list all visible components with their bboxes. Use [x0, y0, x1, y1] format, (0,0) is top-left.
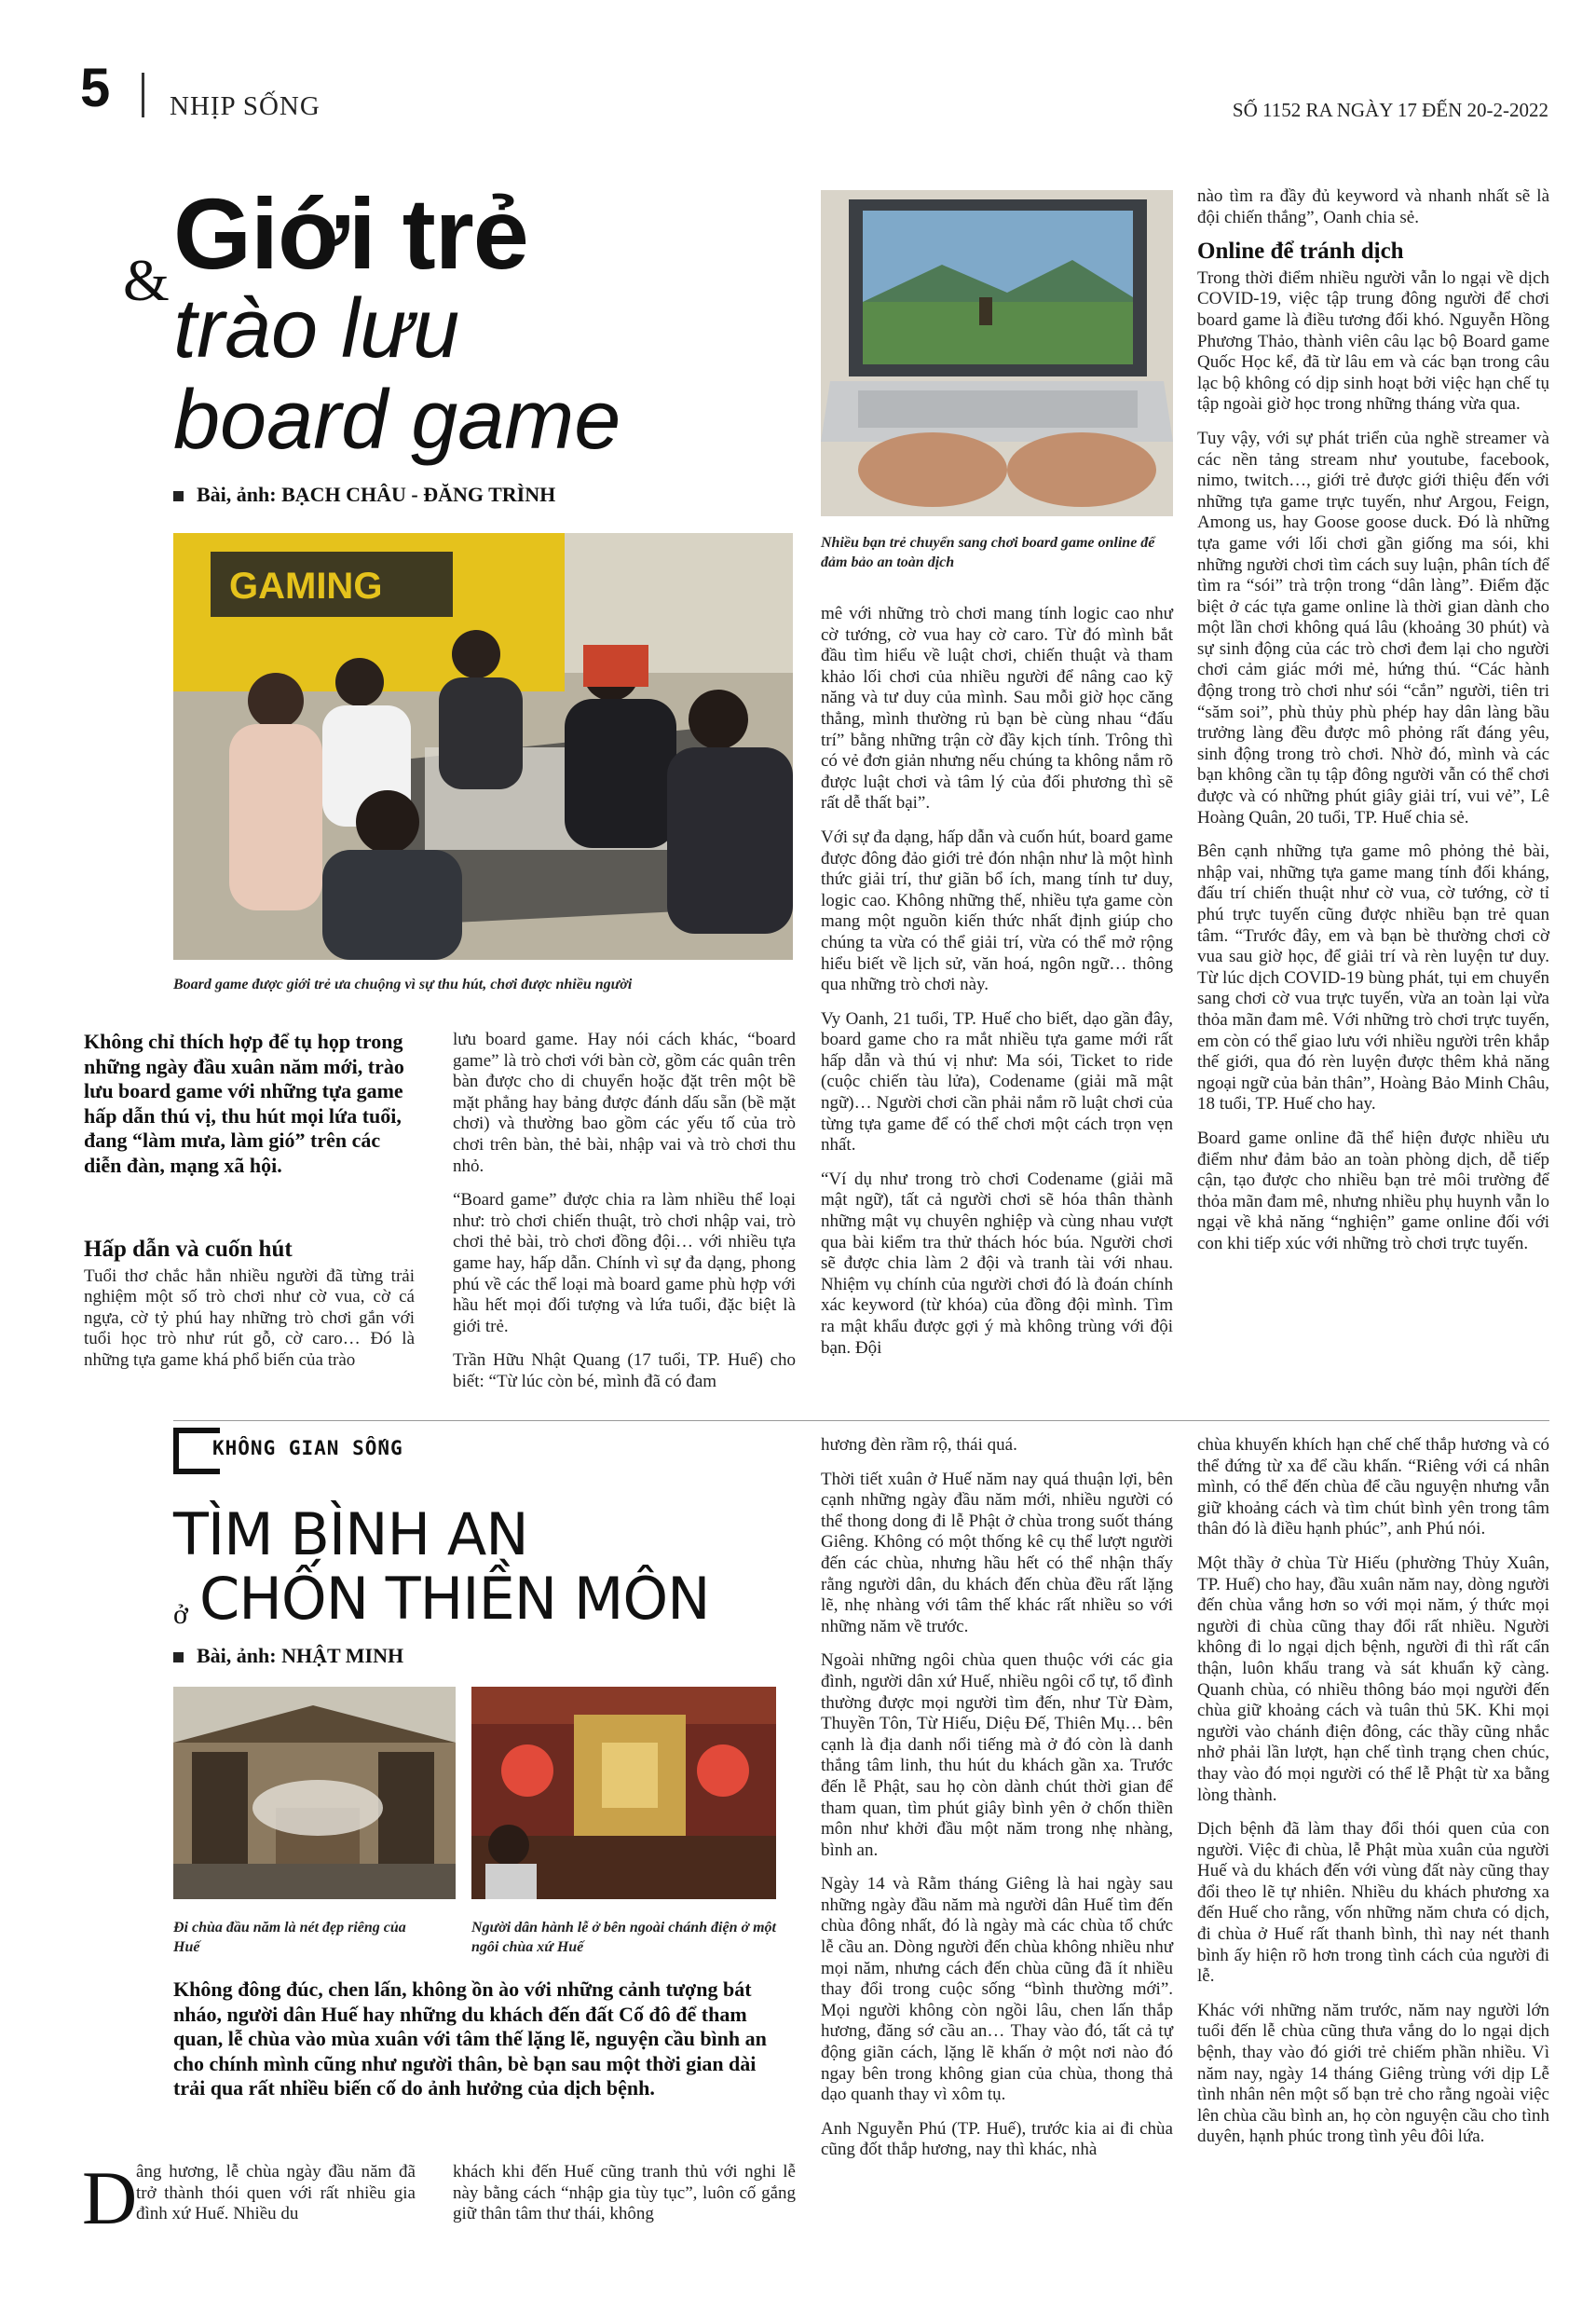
- article2-title-small: ở: [173, 1599, 188, 1630]
- temple-incense-photo-illustration: [173, 1687, 456, 1899]
- side-photo: [821, 190, 1173, 516]
- article2-paragraph: Một thầy ở chùa Từ Hiếu (phường Thủy Xuân, TP. Huế) cho hay, đầu xuân năm nay, dòng người đến chùa vắng hơn so với mọi năm, ý thức mọi người đi chùa cũng thay đổi rất nhiều. Người không đi lo ngại dịch bệnh, người đi thì rất cẩn thận, luôn khẩu trang và sát khuẩn kỹ càng. Quanh chùa, có nhiều thông báo mọi người đến chùa giữ khoảng cách và tuân thủ 5K. Khi mọi người vào chánh điện đông, các thầy cũng nhắc nhở phải lần lượt, hạn chế tình trạng chen chúc, thay vào đó mọi người có thể lễ Phật từ xa bằng lòng thành.: [1197, 1553, 1549, 1805]
- article2-byline: [173, 1644, 403, 1668]
- laptop-game-photo-illustration: [821, 190, 1173, 516]
- article2-paragraph: Dịch bệnh đã làm thay đổi thói quen của con người. Việc đi chùa, lễ Phật mùa xuân của người Huế và du khách đến với vùng đất này cũng thay đổi theo lẽ tự nhiên. Nhiều du khách phương xa đến Huế cho rằng, vốn những năm chưa có dịch, đi chùa ở Huế rất thanh bình, thì nay nét thanh bình ấy hiện rõ hơn trong tình cách của người đi lễ.: [1197, 1819, 1549, 1987]
- article2-title-line2: CHỐN THIỀN MÔN: [199, 1565, 710, 1633]
- article2-paragraph: Thời tiết xuân ở Huế năm nay quá thuận lợi, bên cạnh những ngày đầu năm mới, nhiều người có thể thong dong đi lễ Phật ở chùa trong suốt tháng Giêng. Không có một thống kê cụ thể lượt người đến các chùa, nhưng hầu hết có thể nhận thấy rằng người dân, du khách đến chùa đều rất lặng lẽ, nhẹ nhàng với tâm thế khác rất nhiều so với những năm về trước.: [821, 1469, 1173, 1636]
- article1-paragraph: mê với những trò chơi mang tính logic cao như cờ tướng, cờ vua hay cờ caro. Từ đó mình bắt đầu tìm hiểu về luật chơi, chiến thuật và tham khảo lối chơi của nhiều người để nâng cao kỹ năng và tư duy của mình. Sau mỗi giờ học căng thẳng, mình thường rủ bạn bè cùng nhau “đấu trí” bằng những trận cờ đầy kịch tính. Trông thì có vẻ đơn giản nhưng nếu chúng ta không nắm rõ được luật chơi và tâm lý của đối phương thì sẽ rất dễ thất bại”.: [821, 604, 1173, 814]
- article2-paragraph: khách khi đến Huế cũng tranh thủ với nghi lễ này bằng cách “nhập gia tùy tục”, luôn cố gắng giữ thân tâm thư thái, không: [453, 2162, 796, 2224]
- article1-byline: [173, 483, 555, 507]
- byline-bullet-icon: [173, 491, 184, 501]
- article1-paragraph: “Ví dụ như trong trò chơi Codename (giải mã mật ngữ), tất cả người chơi sẽ hóa thân thành những mật vụ chuyên nghiệp và cùng nhau vượt qua bài kiểm tra thử thách hóc búa. Người chơi sẽ được chia làm 2 đội và tranh tài với nhau. Nhiệm vụ chính của người chơi đó là đoán chính xác keyword (từ khóa) của đồng đội mình. Tìm ra mật khẩu được gợi ý mà không trùng với đội bạn. Đội: [821, 1169, 1173, 1358]
- article1-paragraph: Trong thời điểm nhiều người vẫn lo ngại về dịch COVID-19, việc tập trung đông người để chơi board game là điều tương đối khó. Nguyễn Hồng Phương Thảo, thành viên câu lạc bộ Board game Quốc Học kể, đã từ lâu em và các bạn trong câu lạc bộ không có dịp sinh hoạt bởi việc hạn chế tụ tập ngoài giờ học trong những tháng vừa qua.: [1197, 267, 1549, 415]
- article2-paragraph: âng hương, lễ chùa ngày đầu năm đã trở thành thói quen với rất nhiều gia đình xứ Huế. Nhiều du: [136, 2162, 416, 2224]
- byline-bullet-icon: [173, 1652, 184, 1662]
- article1-paragraph: Tuổi thơ chắc hẳn nhiều người đã từng trải nghiệm một số trò chơi như cờ vua, cờ cá ngựa, cờ tỷ phú hay những trò chơi gắn với tuổi học trò như rút gỗ, cờ caro… Đó là những tựa game khá phổ biến của trào: [84, 1265, 415, 1370]
- article2-paragraph: Khác với những năm trước, năm nay người lớn tuổi đến lễ chùa cũng thưa vắng do lo ngại dịch bệnh, thay vào đó giới trẻ chiếm phần nhiều. Vì năm nay, ngày 14 tháng Giêng trùng với dịp Lễ tình nhân nên một số bạn trẻ cho rằng ngoài việc lên chùa cầu bình an, họ còn nguyện cầu cho tình duyên, hạnh phúc trong tình yêu đôi lứa.: [1197, 2000, 1549, 2147]
- article1-col2: [453, 1030, 796, 1406]
- article2-colA: [136, 2162, 416, 2238]
- article1-title-line3: board game: [173, 374, 621, 467]
- article1-paragraph: Tuy vậy, với sự phát triển của nghề streamer và các nền tảng stream như youtube, facebook, nimo, twitch…, giới trẻ được giới thiệu đến với những tựa game trực tuyến, như Argou, Feign, Among us, hay Goose goose duck. Đó là những tựa game với lối chơi gần giống ma sói, khi những người chơi tìm cách suy luận, phân tích để tìm ra “sói” trà trộn trong “dân làng”. Điểm đặc biệt ở các tựa game online là thời gian dành cho một lần chơi không quá lâu (khoảng 30 phút) và sự sinh động của các trò chơi đem lại cho người chơi cảm giác mới mẻ, hứng thú. “Các hành động trong trò chơi như sói “cắn” người, tiên tri “săm soi”, phù thủy phù phép hay dân làng bầu trưởng làng đều được mô phỏng rất đáng yêu, sinh động trong trò chơi. Nhờ đó, mình và các bạn không cần tụ tập đông người vẫn có thể chơi được và có những phút giây giải trí, vui vẻ”, Lê Hoàng Quân, 20 tuổi, TP. Huế chia sẻ.: [1197, 428, 1549, 828]
- article2-lead: Không đông đúc, chen lấn, không ồn ào với những cảnh tượng bát nháo, người dân Huế hay những du khách đến đất Cố đô để tham quan, lễ chùa vào mùa xuân với tâm thế lặng lẽ, nguyện cầu bình an cho chính mình cũng như người thân, bè bạn sau một thời gian dài trải qua rất nhiều biến cố do ảnh hưởng của dịch bệnh.: [173, 1977, 767, 2100]
- article2-paragraph: hương đèn rầm rộ, thái quá.: [821, 1435, 1017, 1455]
- header-divider: [142, 73, 144, 117]
- article1-col1: [84, 1239, 415, 1385]
- article1-col3: [821, 604, 1173, 1372]
- main-photo: [173, 533, 793, 960]
- article2-paragraph: chùa khuyến khích hạn chế chế thắp hương và có thể đứng từ xa để cầu khấn. “Riêng với cá nhân mình, có thể đến chùa để cầu nguyện nhưng vẫn giữ khoảng cách và tìm chút bình yên trong tâm thân đó là điều hạnh phúc”, anh Phú nói.: [1197, 1435, 1549, 1539]
- article2-colD: [1197, 1435, 1549, 2161]
- article1-paragraph: Với sự đa dạng, hấp dẫn và cuốn hút, board game được đông đảo giới trẻ đón nhận như là một hình thức giải trí, thư giãn bổ ích, mang tính tư duy, logic cao. Không những thế, nhiều tựa game còn mang một nguồn kiến thức nhất định giúp cho chúng ta vừa có thể giải trí, vừa có thể mở rộng hiểu biết về lịch sử, văn hoá, ngôn ngữ… thông qua những trò chơi này.: [821, 827, 1173, 995]
- article1-subhead-2: Online để tránh dịch: [1197, 239, 1404, 265]
- side-photo-caption: Nhiều bạn trẻ chuyển sang chơi board game online để đảm bảo an toàn dịch: [821, 535, 1155, 570]
- byline-text: Bài, ảnh: BẠCH CHÂU - ĐĂNG TRÌNH: [197, 483, 556, 506]
- svg-text:GAMING: GAMING: [229, 566, 383, 607]
- article1-paragraph: Board game online đã thể hiện được nhiều ưu điểm như đảm bảo an toàn phòng dịch, dễ tiếp cận, tạo được cho nhiều bạn trẻ môi trường để thỏa mãn đam mê, nhưng nhiều phụ huynh vẫn lo ngại về khả năng “nghiện” game online đối với con khi tiếp xúc với những trò chơi trực tuyến.: [1197, 1128, 1549, 1253]
- article2-title-line1: TÌM BÌNH AN: [173, 1500, 528, 1568]
- main-photo-caption: Board game được giới trẻ ưa chuộng vì sự thu hút, chơi được nhiều người: [173, 977, 633, 992]
- temple-photo-2-caption: Người dân hành lễ ở bên ngoài chánh điện ở một ngôi chùa xứ Huế: [471, 1920, 776, 1955]
- article2-colC: [821, 1435, 1173, 2174]
- article1-col4: [1197, 186, 1549, 1268]
- section-name: NHỊP SỐNG: [170, 91, 321, 121]
- temple-altar-photo-illustration: [471, 1687, 776, 1899]
- article1-subhead-1: Hấp dẫn và cuốn hút: [84, 1237, 293, 1262]
- article1-paragraph: Trần Hữu Nhật Quang (17 tuổi, TP. Huế) cho biết: “Từ lúc còn bé, mình đã có đam: [453, 1350, 796, 1391]
- board-game-photo-illustration: [173, 533, 793, 960]
- issue-info: SỐ 1152 RA NGÀY 17 ĐẾN 20-2-2022: [1232, 99, 1548, 121]
- article1-paragraph: Vy Oanh, 21 tuổi, TP. Huế cho biết, dạo gần đây, board game cho ra mắt nhiều tựa game mới rất hấp dẫn và thú vị như: Ma sói, Ticket to ride (cuộc chiến tàu lửa), Codename (giải mã mật ngữ)… Người chơi cần phải nắm rõ luật chơi của từng tựa game để có thể chơi một cách trọn vẹn nhất.: [821, 1008, 1173, 1156]
- article1-title-line1: Giới trẻ: [173, 177, 528, 290]
- article1-paragraph: “Board game” được chia ra làm nhiều thể loại như: trò chơi chiến thuật, trò chơi nhập vai, trò chơi thẻ bài, trò chơi đồng đội… với nhiều tựa game hay, hấp dẫn. Chính vì sự đa dạng, phong phú về các thể loại mà board game phù hợp với hầu hết mọi đối tượng và lứa tuổi, đặc biệt là giới trẻ.: [453, 1190, 796, 1336]
- article-divider: [173, 1420, 1549, 1421]
- article2-colB: [453, 2162, 796, 2238]
- article2-paragraph: Anh Nguyễn Phú (TP. Huế), trước kia ai đi chùa cũng đốt thắp hương, nay thì khác, nhà: [821, 2118, 1173, 2160]
- section-label: KHÔNG GIAN SỐNG: [212, 1437, 403, 1459]
- article1-ampersand: &: [123, 247, 170, 313]
- article1-paragraph: nào tìm ra đầy đủ keyword và nhanh nhất sẽ là đội chiến thắng”, Oanh chia sẻ.: [1197, 186, 1549, 227]
- temple-photo-2: [471, 1687, 776, 1899]
- byline-text: Bài, ảnh: NHẬT MINH: [197, 1644, 404, 1667]
- article1-title-line2: trào lưu: [173, 282, 460, 376]
- article1-paragraph: lưu board game. Hay nói cách khác, “board game” là trò chơi với bàn cờ, gồm các quân trên bàn được cho di chuyển hoặc đặt trên một bề mặt phẳng hay bảng được đánh dấu sẵn (bề mặt chơi) và thường bao gồm các yếu tố của trò chơi trên bàn, thẻ bài, nhập vai và trò chơi thu nhỏ.: [453, 1030, 796, 1176]
- article2-paragraph: Ngoài những ngôi chùa quen thuộc với các gia đình, người dân xứ Huế, nhiều ngôi cổ tự, tổ đình thường được mọi người tìm đến, như Từ Đàm, Thuyền Tôn, Từ Hiếu, Diệu Đế, Thiên Mụ… bên cạnh là địa danh nổi tiếng mà ở đó còn là danh thắng tâm linh, thu hút du khách gần xa. Trước đến lễ Phật, sau họ còn dành chút thời gian để tham quan, tìm phút giây bình yên ở chốn thiền môn như khởi đầu một năm trong nhẹ nhàng, bình an.: [821, 1650, 1173, 1860]
- article1-lead: Không chỉ thích hợp để tụ họp trong những ngày đầu xuân năm mới, trào lưu board game với những tựa game hấp dẫn thú vị, thu hút mọi lứa tuổi, đang “làm mưa, làm gió” trên các diễn đàn, mạng xã hội.: [84, 1030, 404, 1177]
- temple-photo-1: [173, 1687, 456, 1899]
- article2-dropcap: D: [82, 2155, 138, 2240]
- temple-photo-1-caption: Đi chùa đầu năm là nét đẹp riêng của Huế: [173, 1920, 406, 1955]
- article2-paragraph: Ngày 14 và Rằm tháng Giêng là hai ngày sau những ngày đầu năm mà người dân Huế tìm đến chùa đông nhất, đó là ngày mà các chùa tổ chức lễ cầu an. Dòng người đến chùa không nhiều như mọi năm, nhưng cách đến chùa cũng đã ít nhiều thay đổi trong cuộc sống “bình thường mới”. Mọi người không còn ngồi lâu, chen lấn thắp hương, đăng sớ cầu an… Thay vào đó, tất cả tự động giãn cách, lặng lẽ khấn ở một nơi nào đó ngay bên trong không gian của chùa, thong thả dạo quanh thay vì xôm tụ.: [821, 1874, 1173, 2105]
- article1-paragraph: Bên cạnh những tựa game mô phỏng thẻ bài, nhập vai, những tựa game mang tính đối kháng, đấu trí chiến thuật như cờ vua, cờ tướng, cờ tỉ phú trực tuyến cũng được nhiều bạn trẻ quan tâm. “Trước đây, em và bạn bè thường chơi cờ vua sau giờ học, để giải trí và rèn luyện tư duy. Từ lúc dịch COVID-19 bùng phát, tụi em chuyển sang chơi cờ vua trực tuyến, vừa an toàn lại vừa thỏa mãn đam mê. Với những trò chơi trực tuyến, em còn có thể giao lưu với nhiều người trên khắp thế giới, qua đó rèn luyện được thêm khả năng ngoại ngữ của bản thân”, Hoàng Bảo Minh Châu, 18 tuổi, TP. Huế cho hay.: [1197, 841, 1549, 1115]
- page-number: 5: [80, 58, 111, 118]
